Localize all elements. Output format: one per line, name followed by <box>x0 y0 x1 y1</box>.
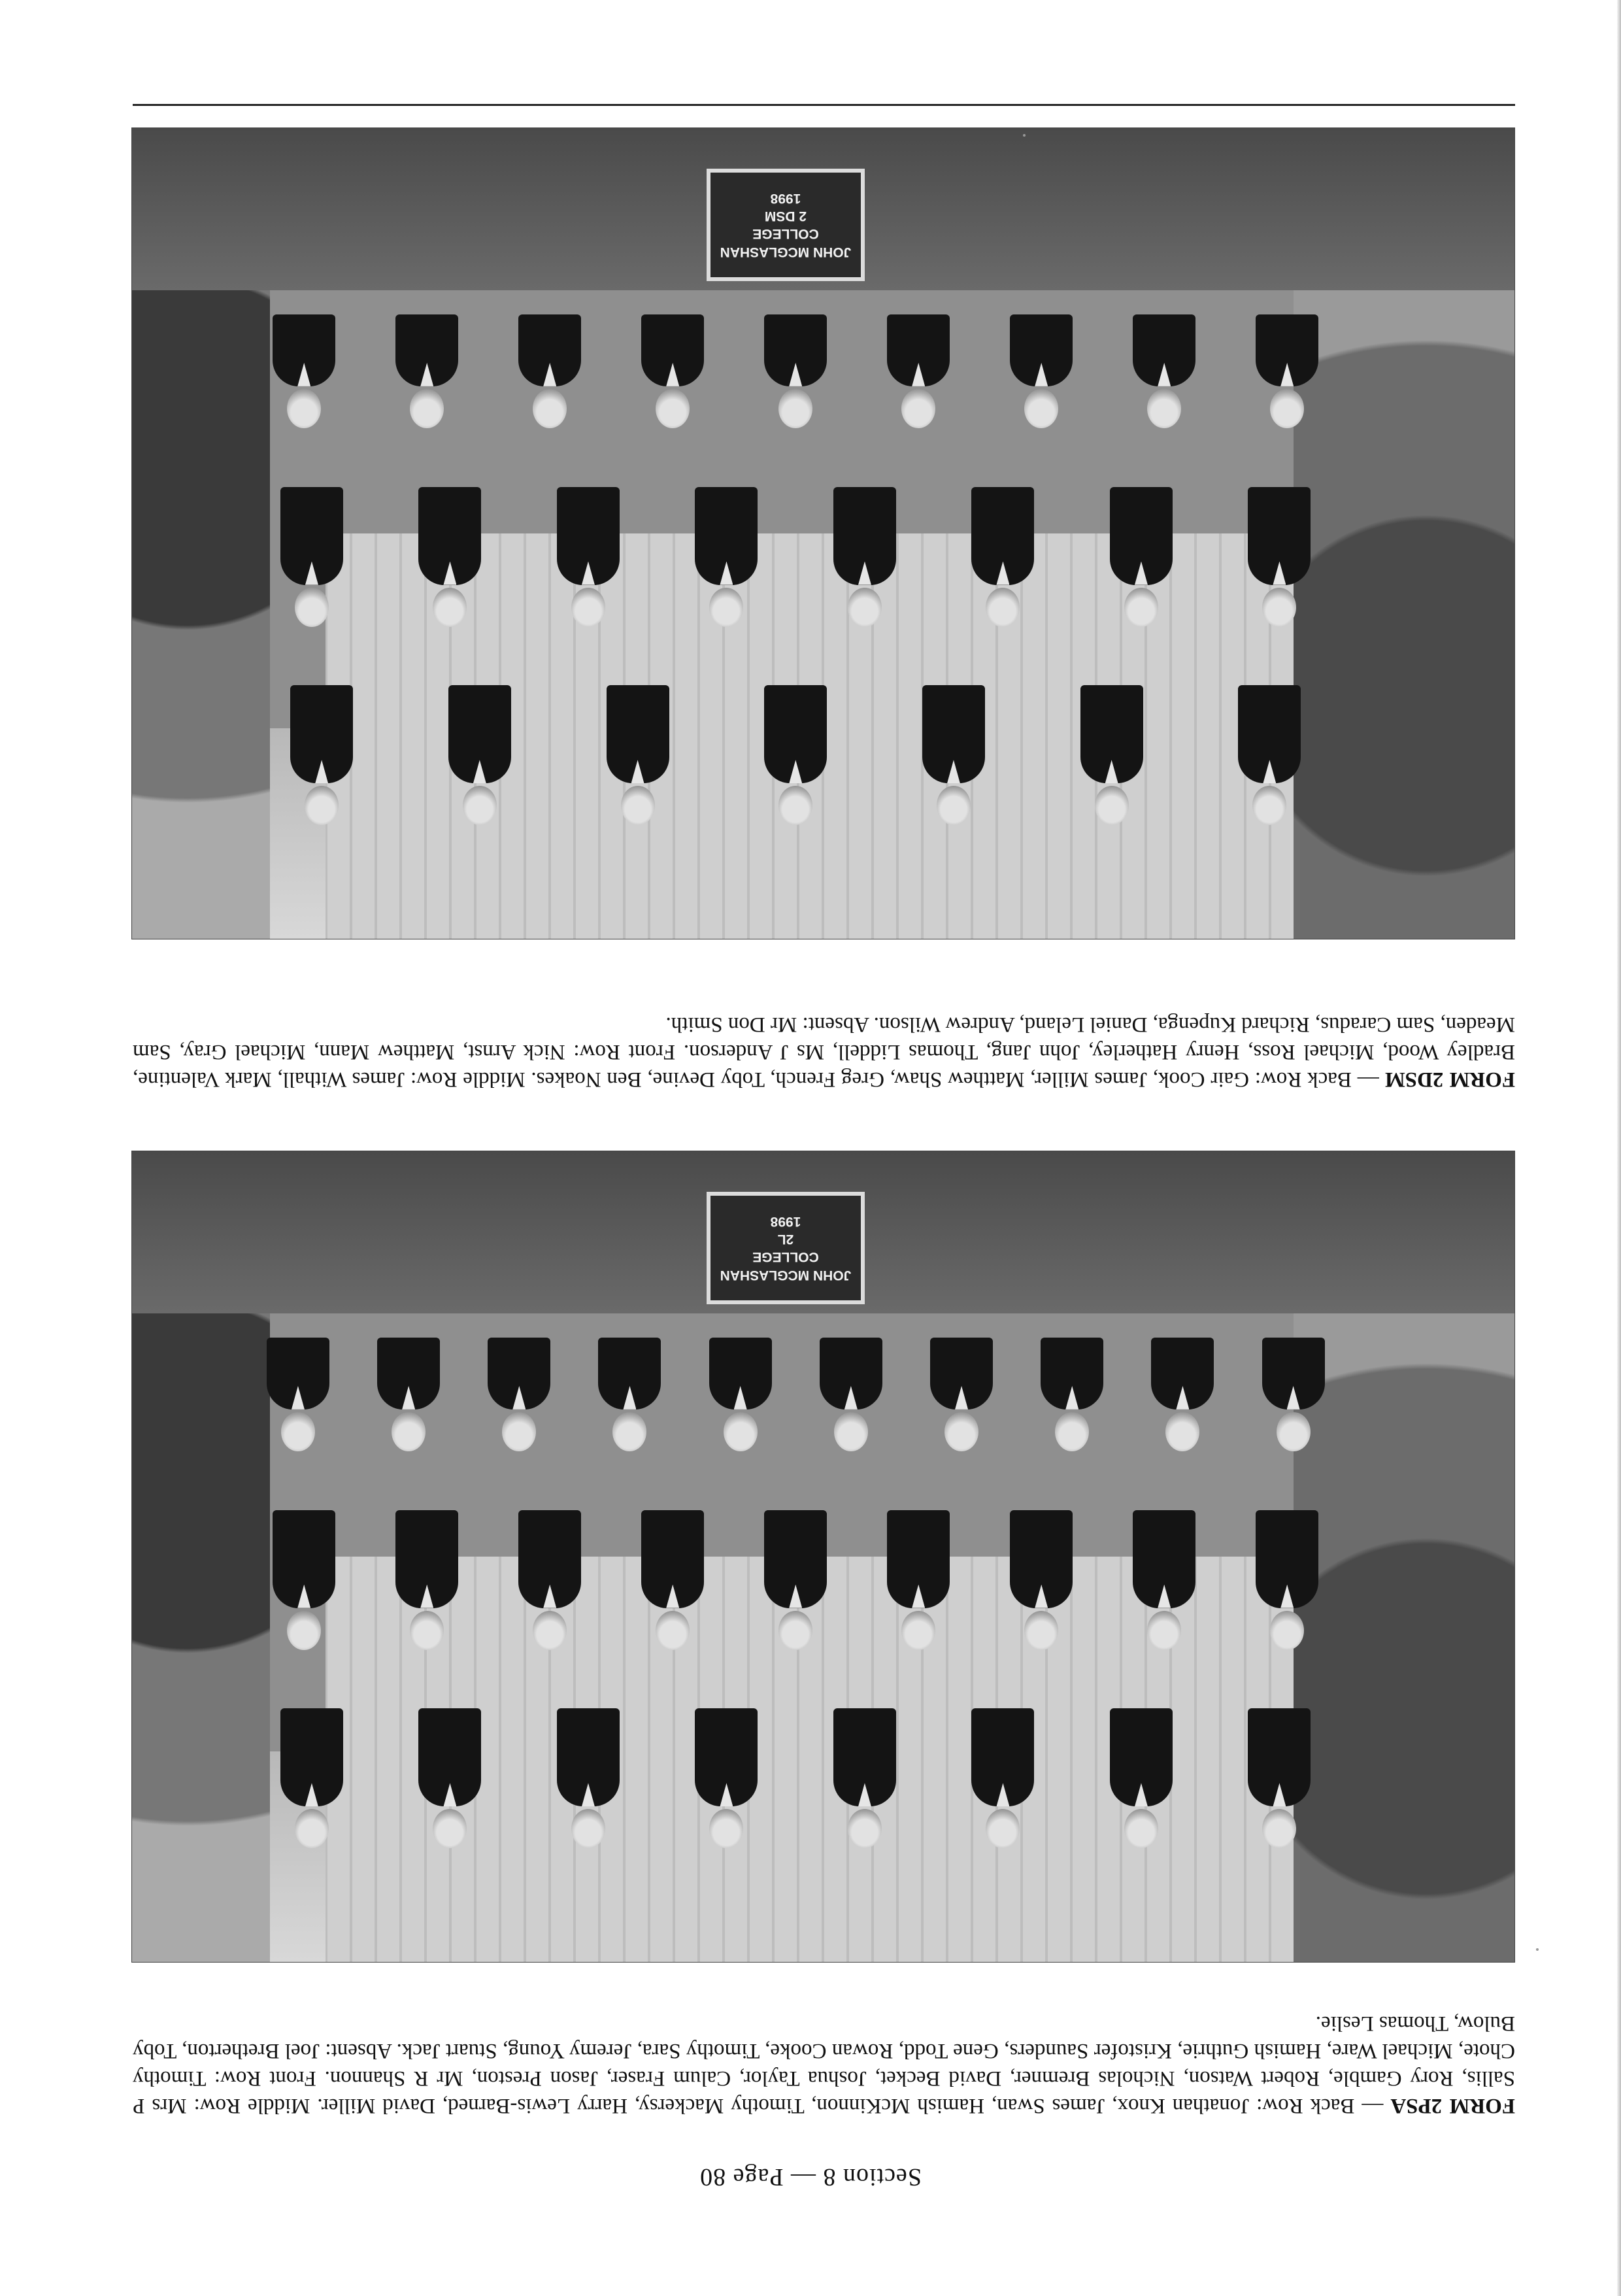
student-figure <box>1119 1678 1163 1848</box>
class-board-2psa <box>707 1192 865 1304</box>
student-figure <box>704 1678 748 1848</box>
horizontal-rule <box>133 104 1515 106</box>
student-figure <box>1119 456 1163 626</box>
back-row <box>242 655 1348 825</box>
student-figure <box>931 655 976 825</box>
student-figure <box>616 655 660 825</box>
student-figure <box>829 1281 873 1451</box>
student-figure <box>607 1281 652 1451</box>
student-figure <box>1019 258 1063 428</box>
student-figure <box>843 456 887 626</box>
student-figure <box>282 1479 326 1649</box>
student-figure <box>405 258 449 428</box>
board-line: 1998 <box>770 1213 801 1229</box>
student-figure <box>1247 655 1292 825</box>
board-line: JOHN MCGLASHAN <box>720 244 852 260</box>
student-figure <box>939 1281 984 1451</box>
class-board-2dsm <box>707 169 865 281</box>
front-row <box>242 258 1348 428</box>
student-figure <box>527 1479 572 1649</box>
student-figure <box>527 258 572 428</box>
student-figure <box>566 1678 610 1848</box>
student-figure <box>276 1281 320 1451</box>
class-photo-2psa <box>131 1151 1515 1963</box>
board-line: JOHN MCGLASHAN <box>720 1267 852 1283</box>
student-figure <box>773 655 818 825</box>
student-figure <box>1271 1281 1316 1451</box>
page-footer: Section 8 — Page 80 <box>699 2163 922 2191</box>
board-line: 2L <box>777 1232 794 1247</box>
student-figure <box>896 258 941 428</box>
scan-speck <box>1536 1948 1539 1951</box>
student-figure <box>497 1281 541 1451</box>
student-figure <box>843 1678 887 1848</box>
student-figure <box>1257 1678 1301 1848</box>
student-figure <box>405 1479 449 1649</box>
student-rows <box>242 258 1348 825</box>
student-figure <box>704 456 748 626</box>
student-figure <box>1050 1281 1094 1451</box>
student-figure <box>896 1479 941 1649</box>
student-figure <box>427 456 472 626</box>
student-figure <box>650 1479 695 1649</box>
student-figure <box>718 1281 763 1451</box>
caption-text-2psa: — Back Row: Jonathan Knox, James Swan, Hamish McKinnon, Timothy Mackersy, Harry Lewis-Barned, David Miller. Middle Row: Mrs P Sallis, Rory Gamble, Robert Watson, Nicholas Bremner, David Becket, Joshua Taylor, Calum Fraser, Jason Preston, Mr R Shannon. Front Row: Timothy Chote, Michael Ware, Hamish Guthrie, Kristofer Saunders, Gene Todd, Rowan Cooke, Timothy Sara, Jeremy Young, Stuart Jack. Absent: Joel Bretherton, Toby Bulow, Thomas Leslie. <box>133 2012 1515 2118</box>
student-figure <box>1265 258 1309 428</box>
middle-row <box>242 456 1348 626</box>
caption-form-2psa: FORM 2PSA <box>1390 2094 1515 2118</box>
caption-2dsm <box>133 1011 1515 1093</box>
student-figure <box>650 258 695 428</box>
class-photo-2dsm <box>131 127 1515 939</box>
student-figure <box>1019 1479 1063 1649</box>
student-figure <box>1257 456 1301 626</box>
student-figure <box>980 1678 1025 1848</box>
back-row <box>242 1678 1348 1848</box>
middle-row <box>242 1479 1348 1649</box>
board-line: 1998 <box>770 190 801 206</box>
board-line: COLLEGE <box>752 1249 819 1265</box>
student-figure <box>1160 1281 1205 1451</box>
student-rows <box>242 1281 1348 1848</box>
student-figure <box>290 456 334 626</box>
student-figure <box>299 655 344 825</box>
student-figure <box>1142 1479 1186 1649</box>
caption-form-2dsm: FORM 2DSM <box>1384 1068 1515 1091</box>
caption-text-2dsm: — Back Row: Gair Cook, James Miller, Matthew Shaw, Greg French, Toby Devine, Ben Noakes. Middle Row: James Withall, Mark Valentine, Bradley Wood, Michael Ross, Henry Hatherley, John Jang, Thomas Liddell, Ms J Anderson. Front Row: Nick Arnst, Matthew Mann, Michael Gray, Sam Meaden, Sam Caradus, Richard Kupenga, Daniel Leland, Andrew Wilson. Absent: Mr Don Smith. <box>133 1013 1515 1091</box>
caption-2psa <box>133 2010 1515 2119</box>
board-line: COLLEGE <box>752 226 819 242</box>
scan-edge-shadow <box>1617 0 1621 2296</box>
student-figure <box>773 258 818 428</box>
student-figure <box>566 456 610 626</box>
board-line: 2 DSM <box>764 209 807 224</box>
student-figure <box>1090 655 1134 825</box>
student-figure <box>980 456 1025 626</box>
student-figure <box>458 655 502 825</box>
student-figure <box>773 1479 818 1649</box>
student-figure <box>386 1281 431 1451</box>
student-figure <box>1142 258 1186 428</box>
student-figure <box>1265 1479 1309 1649</box>
scan-speck <box>1023 134 1026 137</box>
student-figure <box>427 1678 472 1848</box>
student-figure <box>290 1678 334 1848</box>
student-figure <box>282 258 326 428</box>
front-row <box>242 1281 1348 1451</box>
